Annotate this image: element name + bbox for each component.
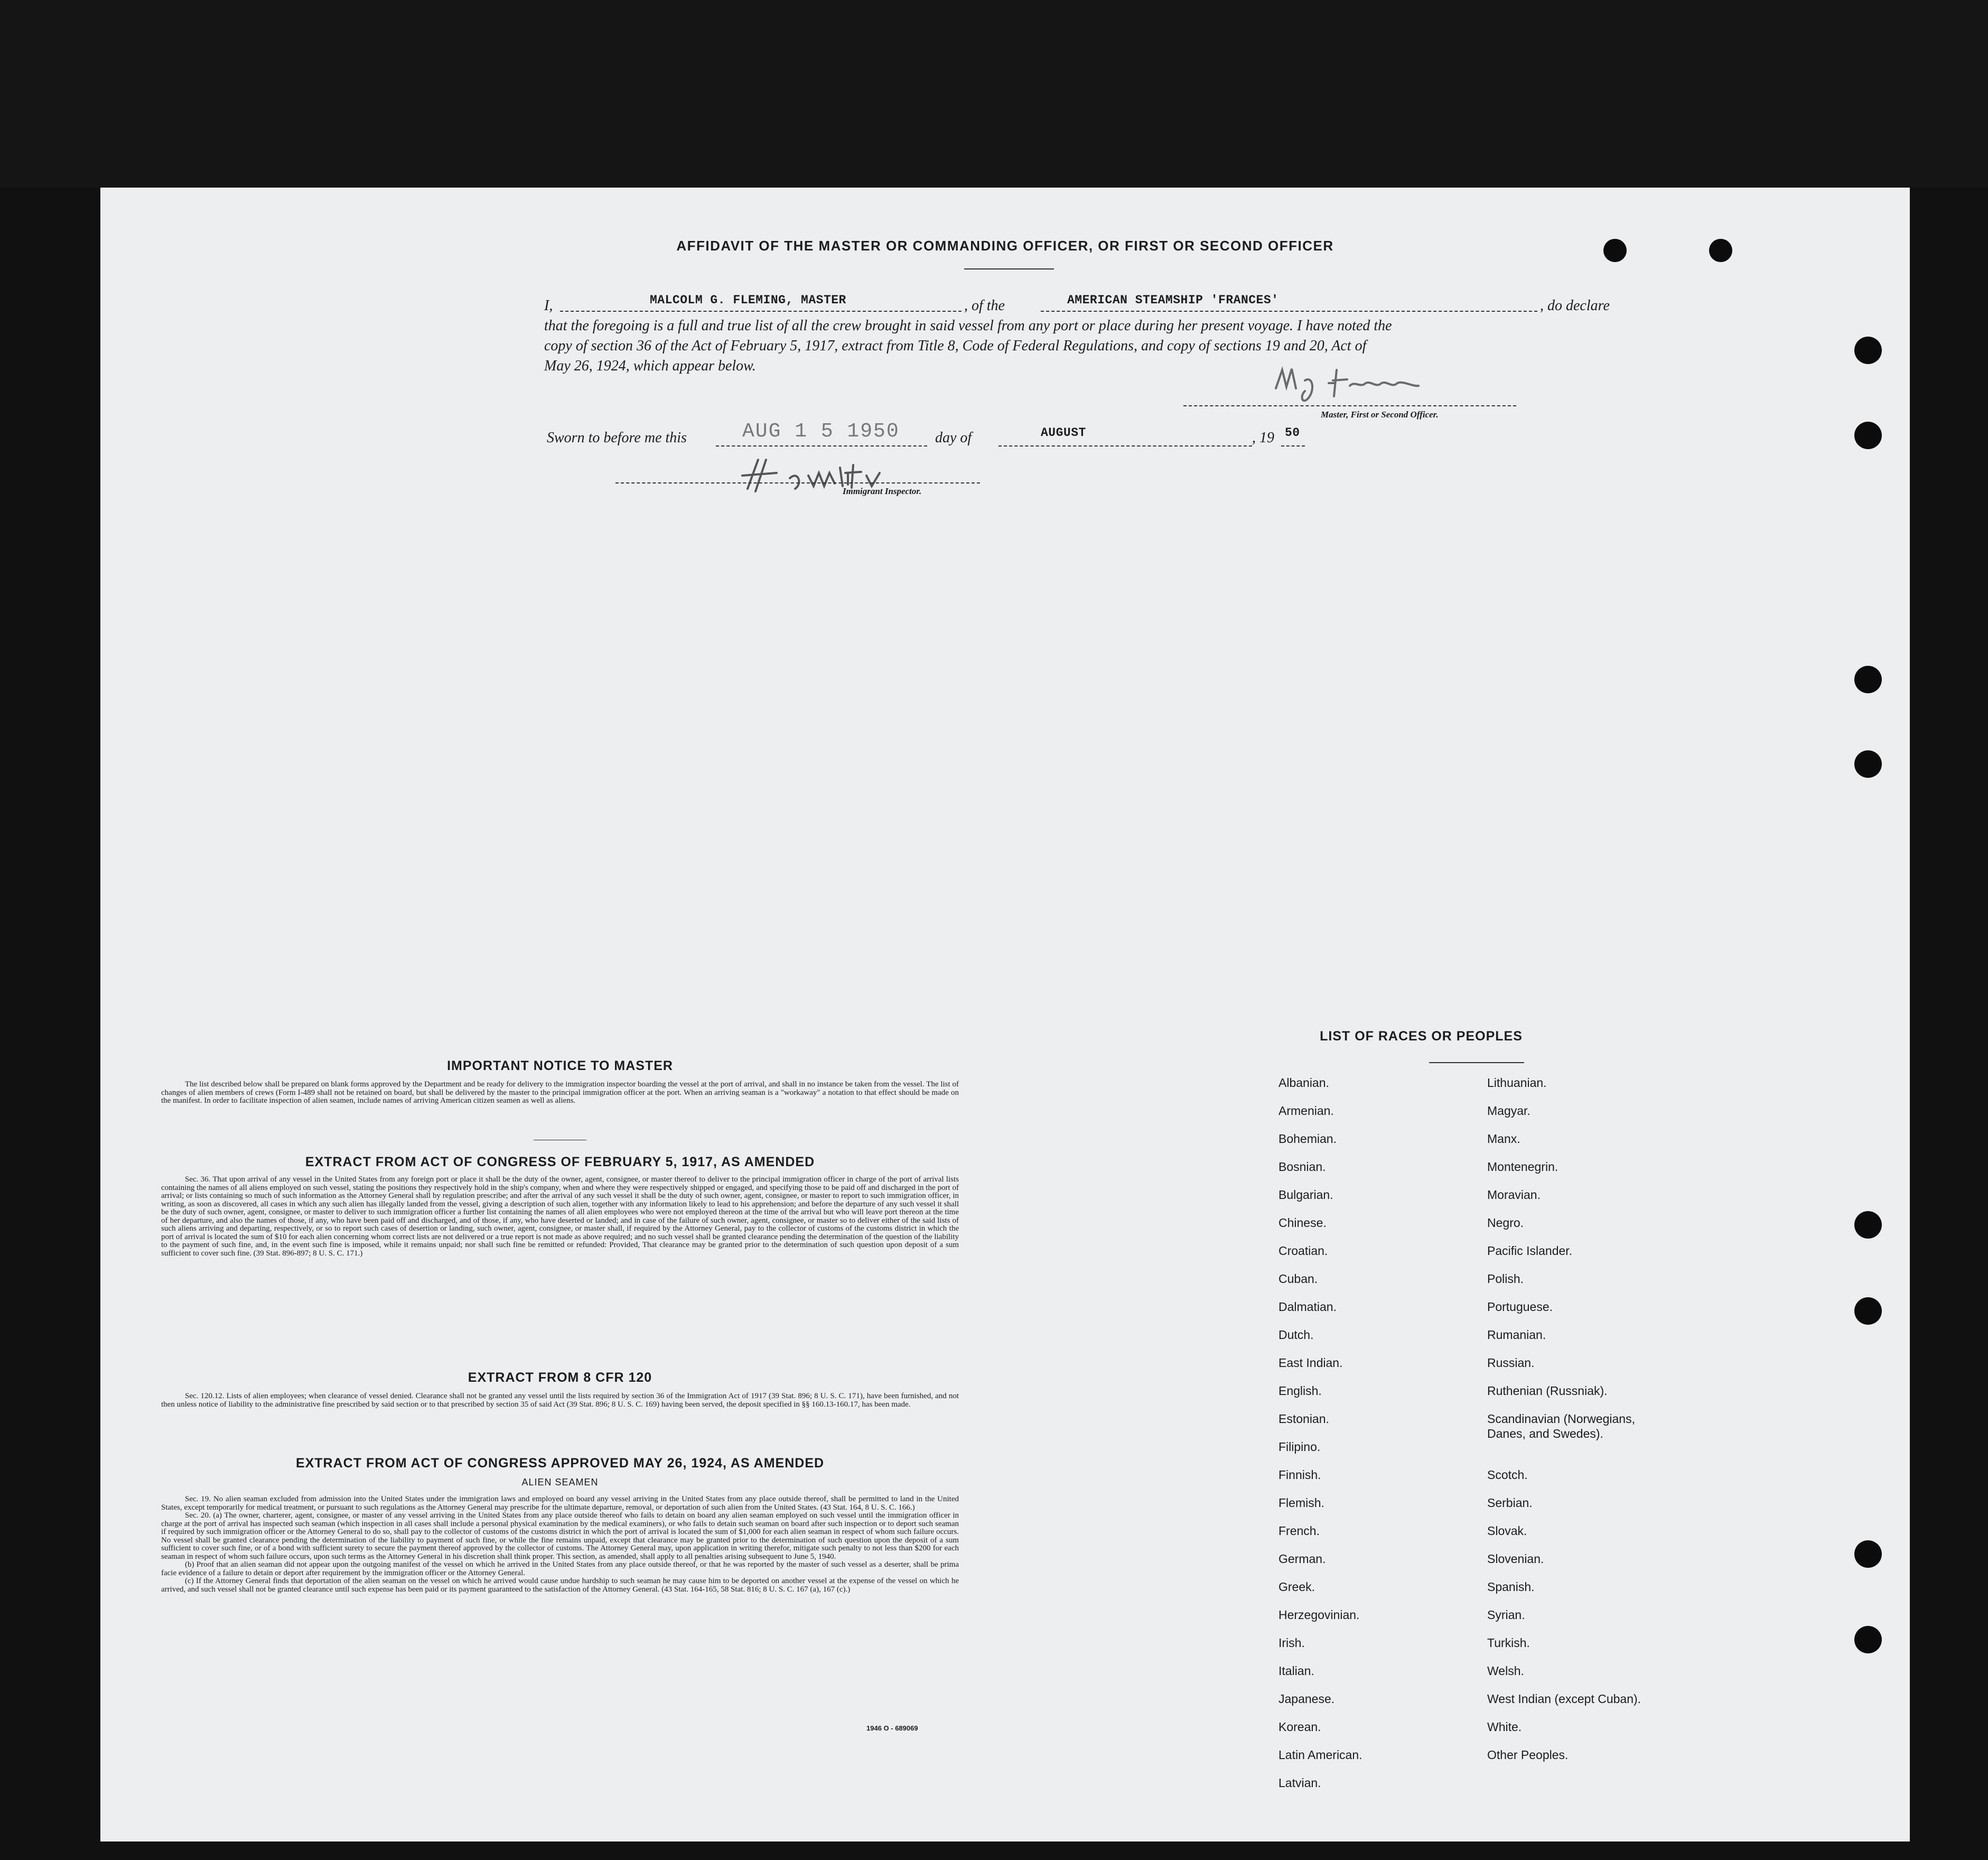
race-item: Montenegrin. — [1487, 1160, 1558, 1174]
races-title: LIST OF RACES OR PEOPLES — [1320, 1029, 1523, 1044]
punch-hole — [1854, 1540, 1882, 1568]
extract-1917-title: EXTRACT FROM ACT OF CONGRESS OF FEBRUARY 5, 1917, AS AMENDED — [305, 1155, 815, 1169]
sworn-label: Sworn to before me this — [547, 430, 687, 446]
punch-hole — [1854, 750, 1882, 778]
notice-paragraph: The list described below shall be prepared on blank forms approved by the Department and be ready for delivery to the immigration inspector boarding the vessel at the port of arrival, and shall in no instance be taken from the vessel. The list of changes of alien members of crews (Form I-489 shall not be retained on board, but shall be delivered by the master to the principal immigration officer at the port. When an arriving seaman is a "workaway" a notation to that effect should be made on the manifest. In order to facilitate inspection of alien seamen, include names of arriving American citizen seamen as well as aliens. — [161, 1080, 959, 1105]
race-item: Portuguese. — [1487, 1300, 1553, 1314]
race-item: Pacific Islander. — [1487, 1244, 1573, 1258]
extract-1917-body — [161, 1176, 959, 1258]
do-declare-label: , do declare — [1540, 297, 1610, 314]
vessel-line — [1041, 311, 1537, 312]
notice-title: IMPORTANT NOTICE TO MASTER — [447, 1058, 673, 1073]
race-item: Finnish. — [1278, 1468, 1321, 1482]
race-item: Other Peoples. — [1487, 1748, 1569, 1762]
race-item: Lithuanian. — [1487, 1076, 1547, 1090]
section-20a-paragraph: Sec. 20. (a) The owner, charterer, agent, consignee, or master of any vessel arriving in the United States from any place outside thereof who fails to detain on board any alien seaman employed on such vessel until the immigration officer in charge at the port of arrival has inspected such seaman (which inspection in all cases shall include a personal physical examination by the medical examiners), or who fails to detain such seaman on board after such inspection or to deport such seaman if required by such immigration officer or the Attorney General to do so, shall pay to the collector of customs of the customs district in which the port of arrival is located the sum of $1,000 for each alien seaman in respect of whom such failure occurs. No vessel shall be granted clearance pending the determination of the liability to payment of such fine, or while the fine remains unpaid, except that clearance may be granted prior to the determination of such question upon the deposit of a sum sufficient to cover such fine, or of a bond with sufficient surety to secure the payment thereof approved by the collector of customs. The Attorney General may, upon application in writing therefor, mitigate such penalty to not less than $200 for each seaman in respect of whom such failure occurs, upon such terms as the Attorney General in his discretion shall think proper. This section, as amended, shall apply to all penalties arising subsequent to June 5, 1940. — [161, 1511, 959, 1561]
race-item: Moravian. — [1487, 1188, 1541, 1202]
race-item: English. — [1278, 1384, 1322, 1398]
race-item: Rumanian. — [1487, 1328, 1546, 1342]
document-page — [100, 188, 1910, 1842]
punch-hole — [1854, 666, 1882, 693]
race-item: Manx. — [1487, 1132, 1520, 1146]
race-item: Filipino. — [1278, 1440, 1321, 1454]
vessel-name: AMERICAN STEAMSHIP 'FRANCES' — [1067, 293, 1279, 307]
officer-caption: Master, First or Second Officer. — [1321, 410, 1439, 420]
section-36-paragraph: Sec. 36. That upon arrival of any vessel in the United States from any foreign port or place it shall be the duty of the owner, agent, consignee, or master thereof to deliver to the principal immigration officer in charge of the port of arrival lists containing the names of all aliens employed on such vessel, stating the positions they respectively hold in the ship's company, when and where they were respectively shipped or engaged, and specifying those to be paid off and discharged in the port of arrival; or lists containing so much of such information as the Attorney General shall by regulation prescribe; and after the arrival of any such vessel it shall be the duty of such owner, agent, consignee, or master to report to such immigration officer, in writing, as soon as discovered, all cases in which any such alien has illegally landed from the vessel, giving a description of such alien, together with any information likely to lead to his apprehension; and before the departure of any such vessel it shall be the duty of such owner, agent, consignee, or master to deliver to such immigration officer a further list containing the names of all alien employees who were not employed thereon at the time of the arrival but who will leave port thereon at the time of her departure, and also the names of those, if any, who have been paid off and discharged, and of those, if any, who have deserted or landed; and in case of the failure of such owner, agent, consignee, or master so to deliver either of the said lists of such aliens arriving and departing, respectively, or so to report such cases of desertion or landing, such owner, agent, consignee, or master shall, if required by the Attorney General, pay to the collector of customs of the customs district in which the port of arrival is located the sum of $10 for each alien concerning whom correct lists are not delivered or a true report is not made as above required; and no such vessel shall be granted clearance pending the determination of the question of the liability to the payment of such fine, and, in the event such fine is imposed, while it remains unpaid; nor shall such fine be remitted or refunded: Provided, That clearance may be granted prior to the determination of such question upon deposit of a sum sufficient to cover such fine. (39 Stat. 896-897; 8 U. S. C. 171.) — [161, 1175, 959, 1258]
extract-cfr-body — [161, 1392, 959, 1409]
race-item: Serbian. — [1487, 1496, 1533, 1510]
alien-seamen-subtitle: ALIEN SEAMEN — [521, 1477, 599, 1487]
declaration-line-3: copy of section 36 of the Act of February 5, 1917, extract from Title 8, Code of Federal Regulations, and copy of sections 19 and 20, Act of — [544, 338, 1367, 354]
race-item: Flemish. — [1278, 1496, 1324, 1510]
sworn-date-line — [716, 445, 927, 447]
master-signature — [1255, 359, 1566, 410]
year-value: 50 — [1285, 426, 1300, 440]
race-item: Korean. — [1278, 1720, 1321, 1734]
punch-hole — [1854, 1297, 1882, 1325]
race-item: Ruthenian (Russniak). — [1487, 1384, 1608, 1398]
year-line — [1281, 445, 1305, 447]
race-item: West Indian (except Cuban). — [1487, 1692, 1641, 1706]
race-item: Syrian. — [1487, 1608, 1525, 1622]
scanner-background — [0, 0, 1988, 188]
race-item: Russian. — [1487, 1356, 1535, 1370]
race-item: White. — [1487, 1720, 1522, 1734]
race-item: Armenian. — [1278, 1104, 1334, 1118]
race-item: Croatian. — [1278, 1244, 1328, 1258]
day-of-label: day of — [935, 430, 972, 446]
notice-body — [161, 1081, 959, 1105]
race-item: Bohemian. — [1278, 1132, 1337, 1146]
race-item: Irish. — [1278, 1636, 1305, 1650]
races-column-2 — [1487, 1075, 1641, 1775]
date-stamp: AUG 1 5 1950 — [742, 420, 900, 443]
race-item: Negro. — [1487, 1216, 1524, 1230]
declaration-line-2: that the foregoing is a full and true list of all the crew brought in said vessel from any port or place during her present voyage. I have noted the — [544, 318, 1392, 334]
race-item: Dalmatian. — [1278, 1300, 1337, 1314]
section-20b-paragraph: (b) Proof that an alien seaman did not appear upon the outgoing manifest of the vessel on which he arrived in the United States from any place outside thereof, or that he was reported by the master of such vessel as a deserter, shall be prima facie evidence of a failure to detain or deport after requirement by the immigration officer or the Attorney General. — [161, 1560, 959, 1577]
extract-1924-body — [161, 1495, 959, 1594]
name-line — [560, 311, 962, 312]
year-prefix: , 19 — [1252, 430, 1274, 446]
race-item — [1487, 1439, 1641, 1467]
punch-hole — [1854, 1211, 1882, 1239]
race-item: Latin American. — [1278, 1748, 1362, 1762]
section-20c-paragraph: (c) If the Attorney General finds that deportation of the alien seaman on the vessel on which he arrived would cause undue hardship to such seaman he may cause him to be deported on another vessel at the expense of the vessel on which he arrived, and such vessel shall not be granted clearance until such expense has been paid or its payment guaranteed to the satisfaction of the Attorney General. (43 Stat. 164-165, 58 Stat. 816; 8 U. S. C. 167 (a), 167 (c).) — [161, 1577, 959, 1594]
race-item: Dutch. — [1278, 1328, 1314, 1342]
punch-hole — [1854, 1626, 1882, 1653]
i-label: I, — [544, 297, 553, 314]
extract-cfr-title: EXTRACT FROM 8 CFR 120 — [468, 1370, 652, 1385]
race-item: Spanish. — [1487, 1580, 1535, 1594]
month-line — [998, 445, 1252, 447]
race-item: Slovenian. — [1487, 1552, 1544, 1566]
punch-hole — [1854, 422, 1882, 449]
race-item: Latvian. — [1278, 1776, 1321, 1790]
race-item: Chinese. — [1278, 1216, 1327, 1230]
extract-1924-title: EXTRACT FROM ACT OF CONGRESS APPROVED MAY 26, 1924, AS AMENDED — [295, 1456, 825, 1471]
of-the-label: , of the — [964, 297, 1005, 314]
race-item: French. — [1278, 1524, 1320, 1538]
race-item: Scandinavian (Norwegians, Danes, and Swedes). — [1487, 1412, 1635, 1440]
declaration-line-4: May 26, 1924, which appear below. — [544, 358, 756, 374]
inspector-signature-line — [615, 482, 980, 483]
race-item: Italian. — [1278, 1664, 1314, 1678]
race-item: Bulgarian. — [1278, 1188, 1333, 1202]
print-code: 1946 O - 689069 — [866, 1724, 918, 1732]
master-name: MALCOLM G. FLEMING, MASTER — [650, 293, 846, 307]
race-item: Herzegovinian. — [1278, 1608, 1360, 1622]
race-item: Slovak. — [1487, 1524, 1527, 1538]
race-item: Scotch. — [1487, 1468, 1528, 1482]
race-item: German. — [1278, 1552, 1326, 1566]
race-item: Turkish. — [1487, 1636, 1530, 1650]
race-item: Polish. — [1487, 1272, 1524, 1286]
month-value: AUGUST — [1041, 426, 1086, 440]
race-item: Magyar. — [1487, 1104, 1530, 1118]
race-item: Cuban. — [1278, 1272, 1318, 1286]
races-column-1 — [1278, 1075, 1362, 1803]
title-underline — [964, 268, 1054, 269]
race-item: Welsh. — [1487, 1664, 1524, 1678]
race-item: Albanian. — [1278, 1076, 1329, 1090]
race-item: Japanese. — [1278, 1692, 1335, 1706]
inspector-caption: Immigrant Inspector. — [843, 486, 922, 496]
section-19-paragraph: Sec. 19. No alien seaman excluded from admission into the United States under the immigration laws and employed on board any vessel arriving in the United States from any place outside thereof, shall be permitted to land in the United States, except temporarily for medical treatment, or pursuant to such regulations as the Attorney General may prescribe for the ultimate departure, removal, or deportation of such alien from the United States. (43 Stat. 164, 8 U. S. C. 166.) — [161, 1495, 959, 1512]
affidavit-title: AFFIDAVIT OF THE MASTER OR COMMANDING OFFICER, OR FIRST OR SECOND OFFICER — [676, 238, 1334, 254]
races-title-underline — [1429, 1062, 1524, 1063]
punch-hole — [1854, 337, 1882, 364]
officer-signature-line — [1183, 405, 1516, 406]
cfr-paragraph: Sec. 120.12. Lists of alien employees; when clearance of vessel denied. Clearance shall not be granted any vessel until the lists required by section 36 of the Immigration Act of 1917 (39 Stat. 896; 8 U. S. C. 171), have been furnished, and not then unless notice of liability to the administrative fine prescribed by said section or to that prescribed by section 35 of said Act (39 Stat. 896; 8 U. S. C. 169) having been served, the deposit specified in §§ 160.13-160.17, has been made. — [161, 1392, 959, 1409]
race-item: Greek. — [1278, 1580, 1315, 1594]
race-item: Bosnian. — [1278, 1160, 1326, 1174]
race-item: Estonian. — [1278, 1412, 1329, 1426]
race-item: East Indian. — [1278, 1356, 1343, 1370]
